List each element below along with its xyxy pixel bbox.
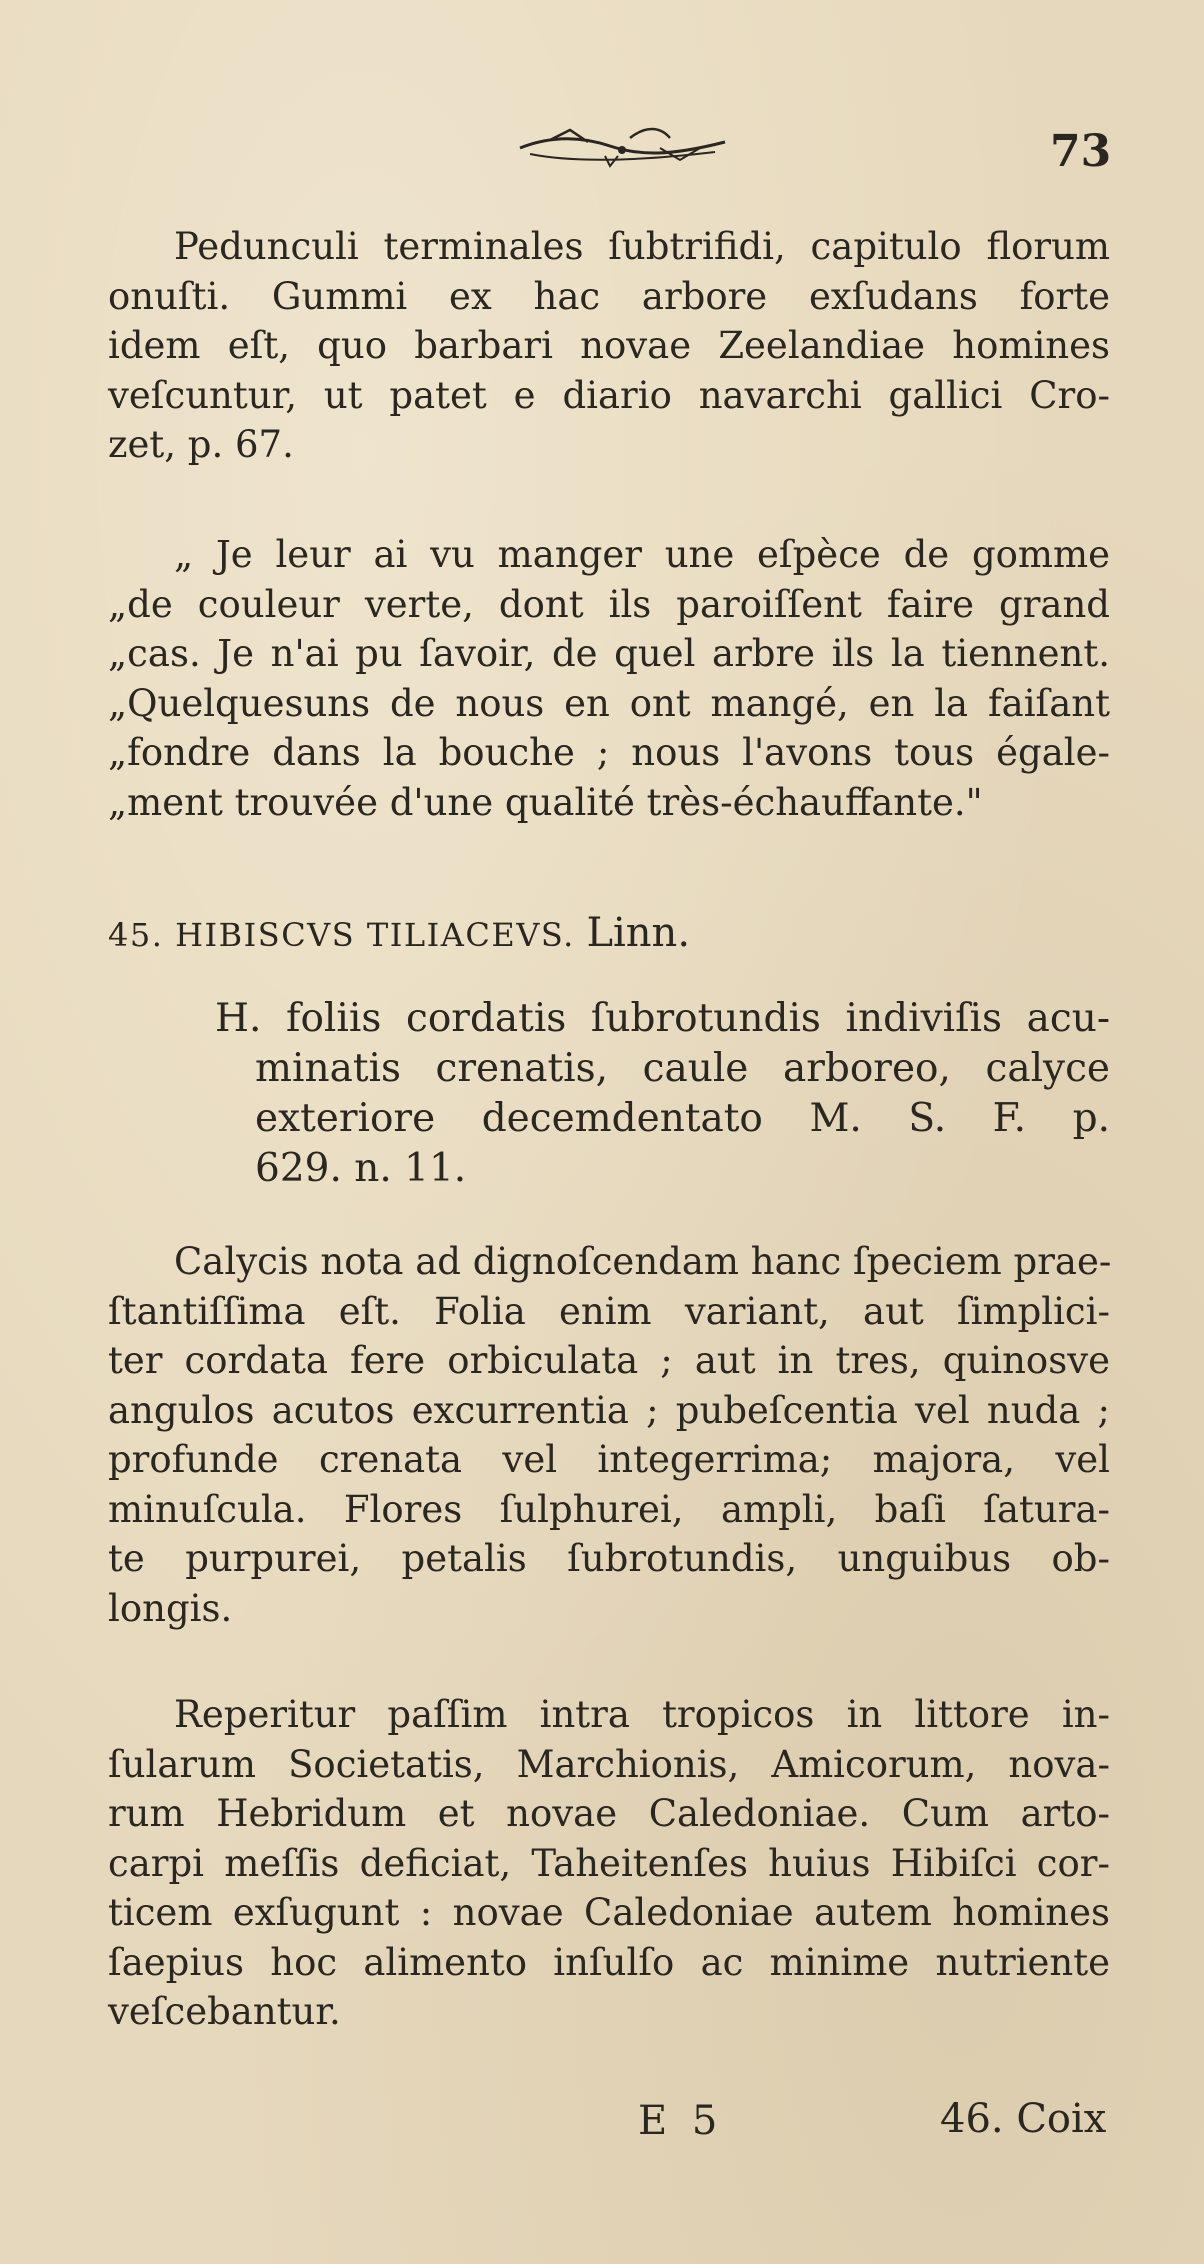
text-line: Calycis nota ad dignoſcendam hanc ſpeciem prae- [174, 1240, 1112, 1283]
quote-line: „Quelquesuns de nous en ont mangé, en la faiſant [108, 681, 1110, 725]
species-heading [108, 910, 690, 956]
text-line: veſcuntur, ut patet e diario navarchi gallici Cro- [108, 373, 1110, 417]
quote-line: „ment trouvée d'une qualité très-échauffante." [108, 780, 983, 824]
signature-mark: E 5 [638, 2098, 724, 2144]
text-line: profunde crenata vel integerrima; majora, vel [108, 1438, 1110, 1481]
text-line: angulos acutos excurrentia ; pubeſcentia vel nuda ; [108, 1388, 1110, 1432]
text-line: ſtantiſſima eſt. Folia enim variant, aut ſimplici- [108, 1289, 1110, 1333]
text-line: ſaepius hoc alimento inſulſo ac minime nutriente [108, 1940, 1110, 1984]
species-name: HIBISCVS TILIACEVS. [175, 916, 575, 954]
text-line: onuſti. Gummi ex hac arbore exſudans forte [108, 274, 1110, 318]
text-line: idem eſt, quo barbari novae Zeelandiae homines [108, 324, 1110, 367]
quotation-crozet [108, 530, 1110, 827]
text-line: te purpurei, petalis ſubrotundis, unguibus ob- [108, 1537, 1110, 1580]
text-line: veſcebantur. [108, 1990, 341, 2033]
text-line: rum Hebridum et novae Caledoniae. Cum arto- [108, 1792, 1110, 1835]
paragraph-distribution [108, 1690, 1110, 2037]
quote-line: „cas. Je n'ai pu ſavoir, de quel arbre ils la tiennent. [108, 632, 1110, 675]
diagnosis-line: H. foliis cordatis ſubrotundis indiviſis acu- [215, 996, 1110, 1041]
quote-line: „ Je leur ai vu manger une eſpèce de gomme [174, 533, 1110, 576]
text-line: zet, p. 67. [108, 423, 294, 466]
diagnosis-line: 629. n. 11. [255, 1146, 467, 1191]
paragraph-peduncles [108, 222, 1110, 470]
text-line: ticem exſugunt : novae Caledoniae autem homines [108, 1891, 1110, 1934]
quote-line: „fondre dans la bouche ; nous l'avons tous égale- [108, 731, 1110, 774]
header-ornament-icon [510, 118, 735, 170]
text-line: ſularum Societatis, Marchionis, Amicorum, nova- [108, 1742, 1110, 1786]
page-number: 73 [1050, 126, 1112, 177]
text-line: Reperitur paſſim intra tropicos in littore in- [174, 1693, 1110, 1736]
diagnosis-line: exteriore decemdentato M. S. F. p. [255, 1096, 1110, 1141]
text-line: Pedunculi terminales ſubtrifidi, capitulo florum [174, 225, 1110, 268]
quote-line: „de couleur verte, dont ils paroiſſent faire grand [108, 582, 1110, 626]
catchword: 46. Coix [940, 2096, 1107, 2142]
species-authority: Linn. [586, 910, 691, 956]
diagnosis-line: minatis crenatis, caule arboreo, calyce [255, 1046, 1110, 1091]
text-line: carpi meſſis deficiat, Taheitenſes huius Hibiſci cor- [108, 1841, 1110, 1885]
text-line: minuſcula. Flores ſulphurei, ampli, baſi ſatura- [108, 1487, 1110, 1531]
text-line: ter cordata fere orbiculata ; aut in tres, quinosve [108, 1339, 1110, 1382]
species-diagnosis [215, 994, 1110, 1194]
text-line: longis. [108, 1586, 233, 1630]
species-number: 45. [108, 916, 164, 954]
paragraph-calyx [108, 1237, 1110, 1633]
